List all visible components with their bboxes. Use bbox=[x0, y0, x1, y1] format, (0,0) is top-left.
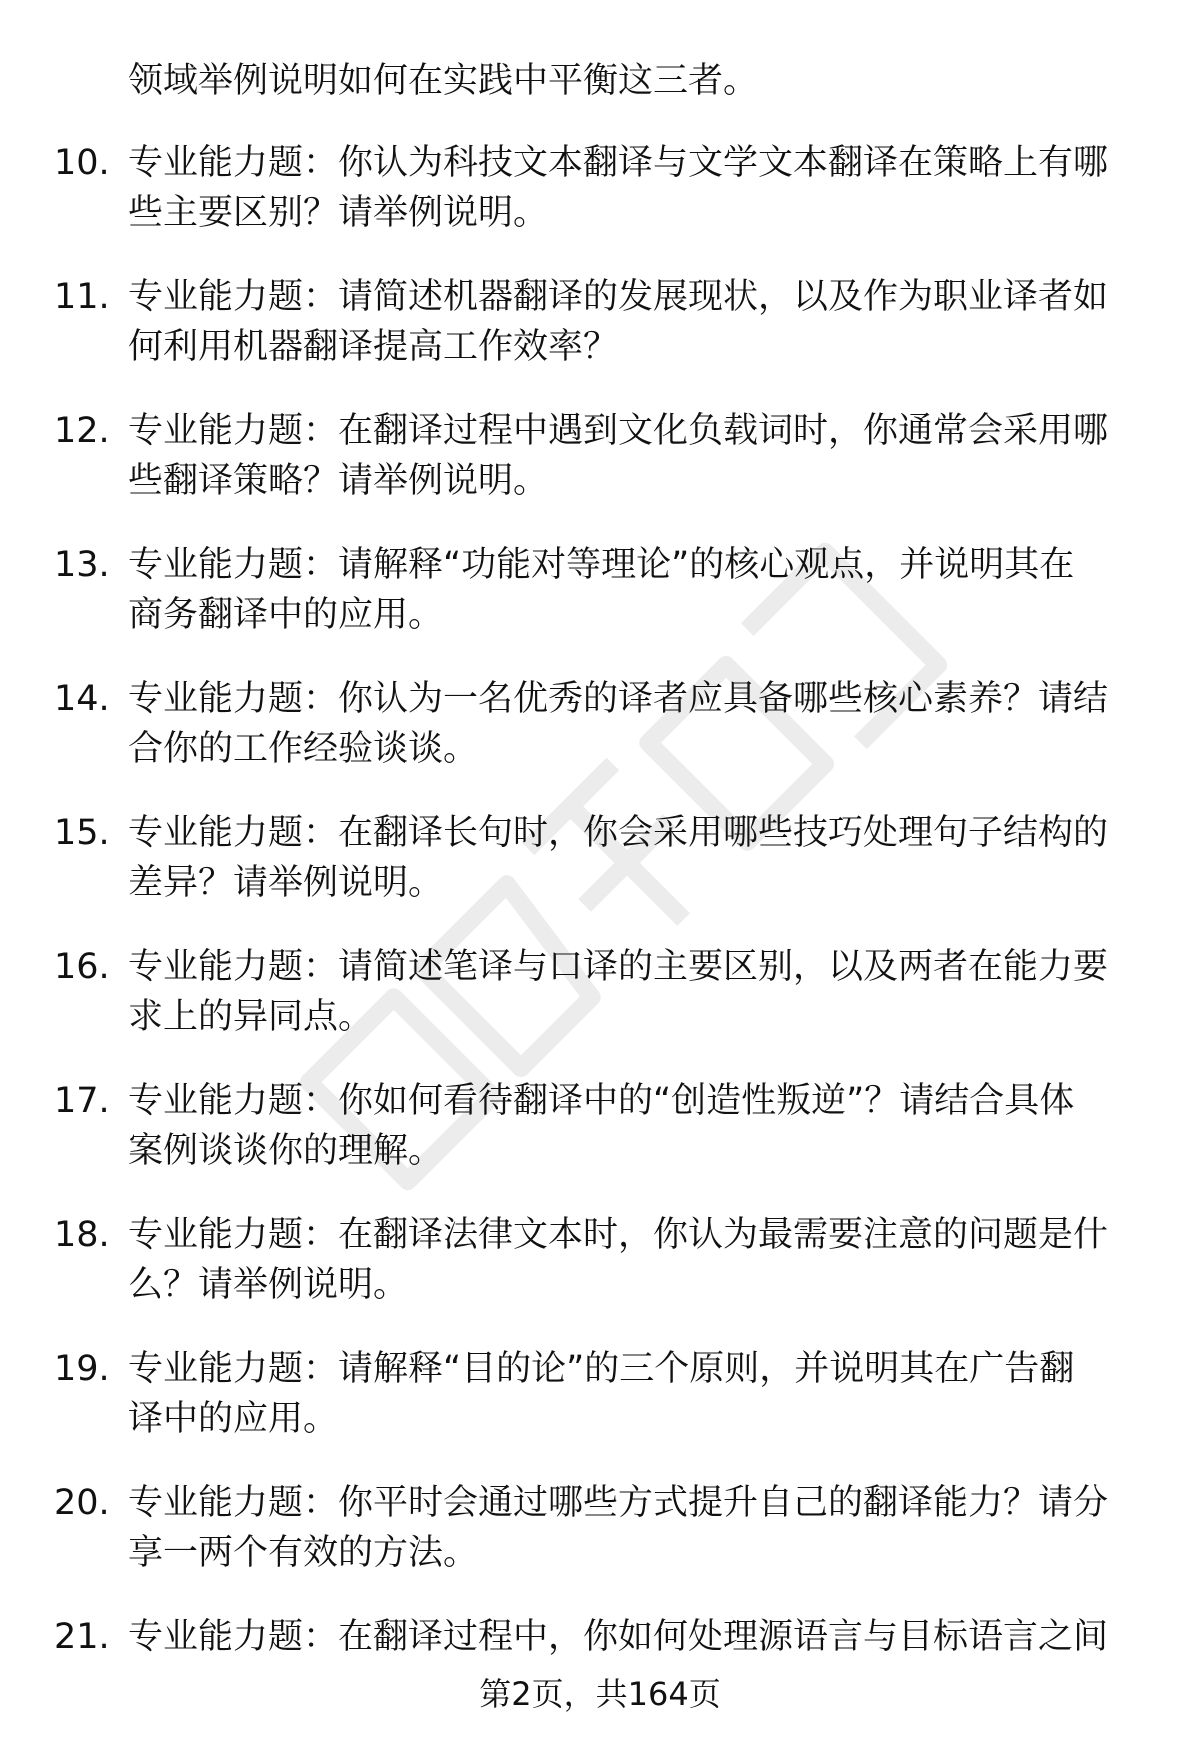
question-line: 案例谈谈你的理解。 bbox=[128, 1131, 444, 1171]
question-line: 些主要区别？请举例说明。 bbox=[128, 193, 549, 233]
question-number: 12. bbox=[54, 411, 110, 451]
question-number: 11. bbox=[54, 277, 110, 317]
question-line: 专业能力题：你认为科技文本翻译与文学文本翻译在策略上有哪 bbox=[128, 143, 1109, 183]
question-line: 享一两个有效的方法。 bbox=[128, 1533, 479, 1573]
question-line: 专业能力题：请简述机器翻译的发展现状，以及作为职业译者如 bbox=[128, 277, 1109, 317]
question-item bbox=[0, 272, 1200, 406]
question-line: 差异？请举例说明。 bbox=[128, 863, 444, 903]
question-text bbox=[128, 272, 1138, 372]
question-text bbox=[128, 674, 1138, 774]
question-number: 21. bbox=[54, 1617, 110, 1657]
question-item bbox=[0, 674, 1200, 808]
question-line: 专业能力题：请简述笔译与口译的主要区别，以及两者在能力要 bbox=[128, 947, 1109, 987]
question-item bbox=[0, 406, 1200, 540]
question-item bbox=[0, 808, 1200, 942]
question-line: 专业能力题：你如何看待翻译中的“创造性叛逆”？请结合具体 bbox=[128, 1081, 1075, 1121]
question-text bbox=[128, 1478, 1138, 1578]
question-text bbox=[128, 540, 1138, 640]
question-number: 19. bbox=[54, 1349, 110, 1389]
question-line: 专业能力题：在翻译长句时，你会采用哪些技巧处理句子结构的 bbox=[128, 813, 1109, 853]
question-list bbox=[0, 138, 1200, 1746]
continued-question-text: 领域举例说明如何在实践中平衡这三者。 bbox=[128, 61, 759, 101]
question-item bbox=[0, 1344, 1200, 1478]
question-line: 些翻译策略？请举例说明。 bbox=[128, 461, 549, 501]
question-line: 求上的异同点。 bbox=[128, 997, 374, 1037]
question-line: 专业能力题：在翻译过程中遇到文化负载词时，你通常会采用哪 bbox=[128, 411, 1109, 451]
question-number: 16. bbox=[54, 947, 110, 987]
question-line: 商务翻译中的应用。 bbox=[128, 595, 444, 635]
question-number: 20. bbox=[54, 1483, 110, 1523]
question-line: 专业能力题：请解释“目的论”的三个原则，并说明其在广告翻 bbox=[128, 1349, 1075, 1389]
question-number: 18. bbox=[54, 1215, 110, 1255]
question-item bbox=[0, 1478, 1200, 1612]
question-line: 专业能力题：你认为一名优秀的译者应具备哪些核心素养？请结 bbox=[128, 679, 1109, 719]
question-line: 专业能力题：请解释“功能对等理论”的核心观点，并说明其在 bbox=[128, 545, 1075, 585]
question-line: 何利用机器翻译提高工作效率？ bbox=[128, 327, 619, 367]
question-text bbox=[128, 138, 1138, 238]
page-number-footer: 第2页，共164页 bbox=[479, 1675, 721, 1713]
question-number: 13. bbox=[54, 545, 110, 585]
question-item bbox=[0, 540, 1200, 674]
question-text bbox=[128, 1210, 1138, 1310]
question-line: 专业能力题：在翻译法律文本时，你认为最需要注意的问题是什 bbox=[128, 1215, 1109, 1255]
question-text bbox=[128, 1344, 1138, 1444]
question-text bbox=[128, 808, 1138, 908]
question-line: 专业能力题：在翻译过程中，你如何处理源语言与目标语言之间 bbox=[128, 1617, 1109, 1657]
question-item bbox=[0, 138, 1200, 272]
question-text bbox=[128, 942, 1138, 1042]
question-text bbox=[128, 406, 1138, 506]
question-item bbox=[0, 942, 1200, 1076]
question-line: 么？请举例说明。 bbox=[128, 1265, 409, 1305]
question-line: 译中的应用。 bbox=[128, 1399, 339, 1439]
question-number: 10. bbox=[54, 143, 110, 183]
question-text bbox=[128, 1612, 1138, 1662]
question-number: 14. bbox=[54, 679, 110, 719]
question-line: 合你的工作经验谈谈。 bbox=[128, 729, 479, 769]
question-number: 15. bbox=[54, 813, 110, 853]
question-text bbox=[128, 1076, 1138, 1176]
question-line: 专业能力题：你平时会通过哪些方式提升自己的翻译能力？请分 bbox=[128, 1483, 1109, 1523]
question-number: 17. bbox=[54, 1081, 110, 1121]
question-item bbox=[0, 1210, 1200, 1344]
question-item bbox=[0, 1076, 1200, 1210]
